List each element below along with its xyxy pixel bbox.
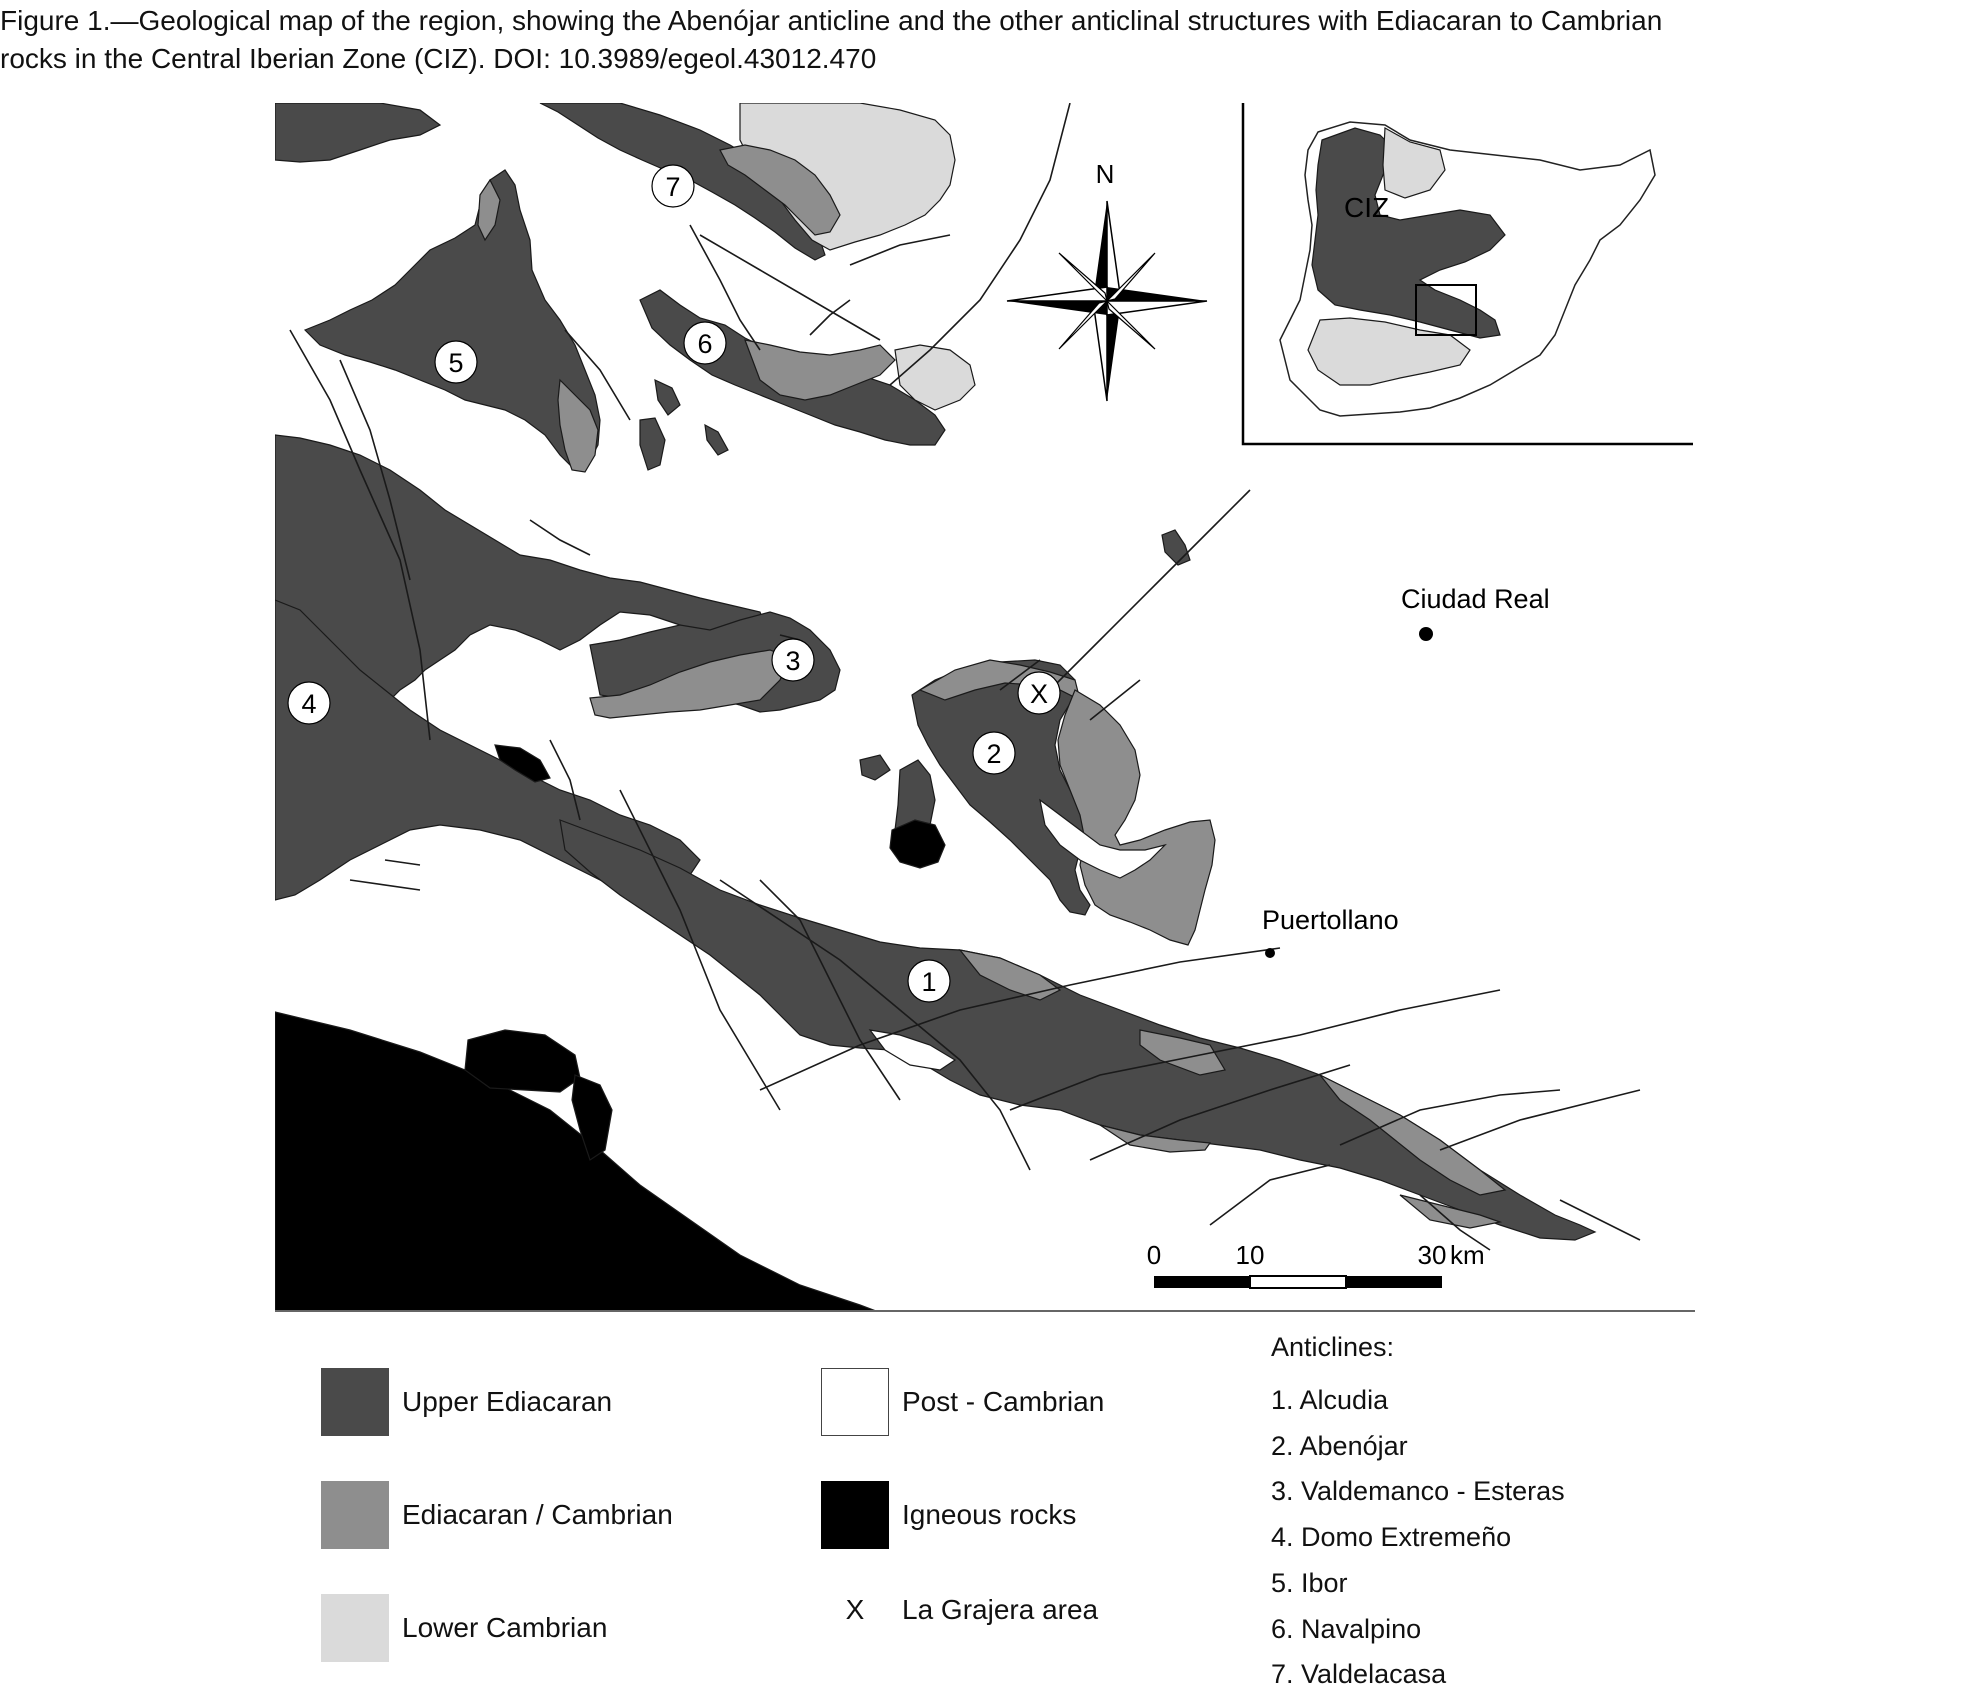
legend-swatch-igneous-rocks: [821, 1481, 889, 1549]
fault-line: [1050, 490, 1250, 690]
legend-swatch-upper-ediacaran: [321, 1368, 389, 1436]
legend-label-la-grajera: La Grajera area: [902, 1594, 1099, 1625]
anticline-marker-3: 3: [785, 646, 801, 676]
upper-ediacaran-outlier-3: [1162, 530, 1190, 565]
anticline-marker-7: 7: [665, 172, 681, 202]
caption-line-1: Figure 1.—Geological map of the region, showing the Abenójar anticline and the other anticlinal structures with Ediacaran to Cambrian: [0, 5, 1663, 36]
scale-bar-seg-2: [1250, 1276, 1346, 1288]
anticlines-list: [1271, 1378, 1565, 1698]
scale-bar: [1147, 1240, 1485, 1288]
anticline-marker-1: 1: [921, 967, 937, 997]
legend-swatch-post-cambrian: [821, 1368, 889, 1436]
anticline-item-6: 6. Navalpino: [1271, 1613, 1422, 1644]
fault-line: [530, 520, 590, 555]
anticline-marker-6: 6: [697, 329, 713, 359]
fault-line: [1440, 1090, 1640, 1150]
upper-ediacaran-outlier-5: [640, 418, 665, 470]
north-arrow-point-s-light: [1093, 301, 1107, 401]
anticline-item-5: 5. Ibor: [1271, 1567, 1348, 1598]
puertollano-dot: [1265, 948, 1275, 958]
puertollano-label: Puertollano: [1262, 905, 1399, 935]
legend-ediacaran-cambrian: [321, 1481, 673, 1549]
scale-unit: km: [1450, 1240, 1485, 1270]
anticline-marker-4: 4: [301, 689, 317, 719]
legend-label-post-cambrian: Post - Cambrian: [902, 1386, 1105, 1417]
fault-line: [700, 235, 880, 340]
north-arrow-point-n-light: [1107, 201, 1121, 301]
legend-label-upper-ediacaran: Upper Ediacaran: [402, 1386, 613, 1417]
north-label: N: [1095, 159, 1115, 189]
fault-line: [810, 300, 850, 335]
legend-post-cambrian: [821, 1368, 1104, 1436]
inset-map: [1243, 103, 1693, 444]
inset-ciz-label: CIZ: [1344, 192, 1390, 223]
north-arrow-point-w-light: [1007, 287, 1107, 301]
anticline-item-2: 2. Abenójar: [1271, 1430, 1408, 1461]
anticlines-title: Anticlines:: [1271, 1332, 1395, 1362]
legend-swatch-ediacaran-cambrian: [321, 1481, 389, 1549]
legend-upper-ediacaran: [321, 1368, 612, 1436]
upper-ediacaran-anticline-2: [912, 660, 1090, 915]
cities: [1262, 584, 1550, 958]
caption-line-2: rocks in the Central Iberian Zone (CIZ). DOI: 10.3989/egeol.43012.470: [0, 43, 877, 74]
fault-line: [385, 860, 420, 865]
scale-tick-0: 0: [1146, 1240, 1162, 1270]
legend-symbol-x: X: [845, 1594, 865, 1625]
ciudad-real-dot: [1419, 627, 1433, 641]
legend-swatch-lower-cambrian: [321, 1594, 389, 1662]
upper-ediacaran-north-strip: [275, 103, 440, 162]
upper-ediacaran-outlier-2: [860, 755, 890, 780]
legend-la-grajera: [821, 1594, 1098, 1626]
anticline-item-1: 1. Alcudia: [1271, 1385, 1389, 1415]
scale-bar-seg-1: [1154, 1276, 1250, 1288]
la-grajera-marker: X: [1029, 679, 1049, 709]
anticline-item-3: 3. Valdemanco - Esteras: [1271, 1476, 1565, 1507]
upper-ediacaran-outlier-6: [705, 425, 728, 455]
legend-label-lower-cambrian: Lower Cambrian: [402, 1612, 608, 1643]
scale-tick-30: 30: [1417, 1240, 1447, 1270]
fault-line: [350, 880, 420, 890]
fault-line: [1090, 680, 1140, 720]
fault-line: [1210, 1165, 1330, 1225]
legend-label-ediacaran-cambrian: Ediacaran / Cambrian: [402, 1499, 673, 1530]
igneous-rocks-island: [465, 1030, 580, 1092]
scale-tick-10: 10: [1235, 1240, 1265, 1270]
legend-label-igneous-rocks: Igneous rocks: [902, 1499, 1077, 1530]
north-arrow-point-e-light: [1107, 301, 1207, 315]
upper-ediacaran-anticline-5: [305, 170, 600, 470]
scale-bar-seg-3: [1346, 1276, 1442, 1288]
anticline-marker-5: 5: [448, 348, 464, 378]
anticline-item-7: 7. Valdelacasa: [1271, 1659, 1447, 1690]
legend-igneous-rocks: [821, 1481, 1076, 1549]
igneous-rocks-southwest: [275, 1012, 900, 1320]
anticline-item-4: 4. Domo Extremeño: [1271, 1522, 1512, 1553]
ciudad-real-label: Ciudad Real: [1401, 584, 1550, 614]
north-arrow: [1007, 159, 1207, 401]
legend-lower-cambrian: [321, 1594, 607, 1662]
anticline-marker-2: 2: [986, 739, 1002, 769]
igneous-rocks-outlier: [890, 820, 945, 868]
upper-ediacaran-outlier-4: [655, 380, 680, 415]
